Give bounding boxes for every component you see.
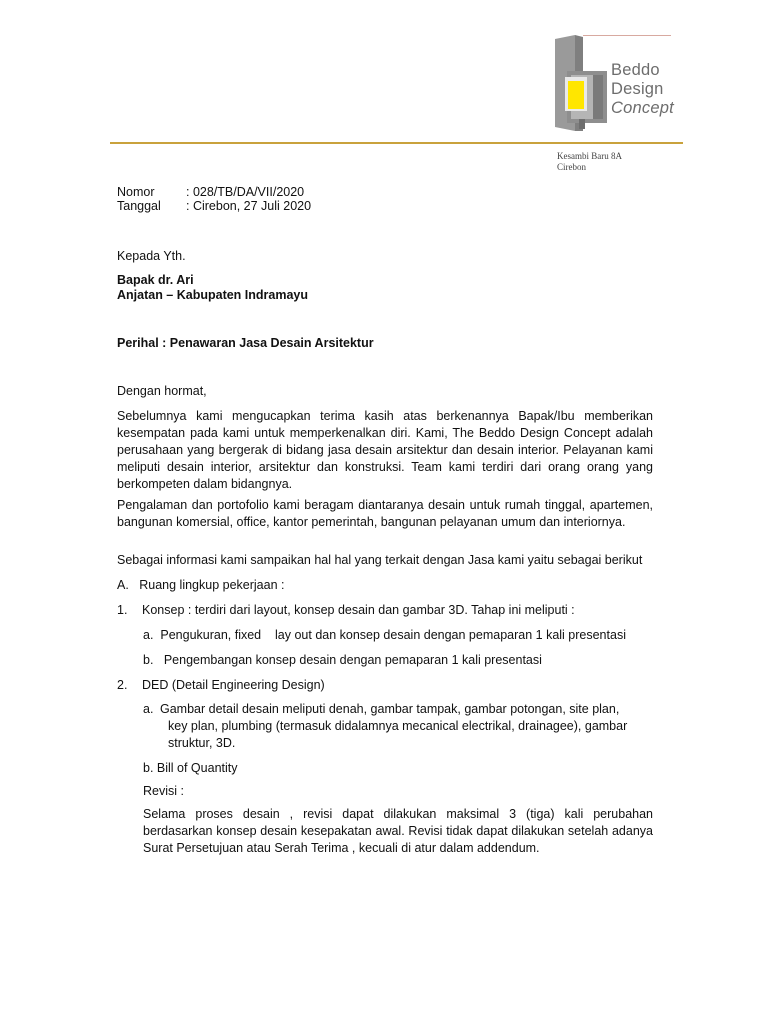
list-item-2 [117, 677, 325, 694]
letter-date-row [117, 198, 311, 215]
list-item-1-text: Konsep : terdiri dari layout, konsep desain dan gambar 3D. Tahap ini meliputi : [142, 603, 575, 617]
list-item-1b: b. Pengembangan konsep desain dengan pemaparan 1 kali presentasi [143, 653, 542, 667]
list-item-2b: b. Bill of Quantity [143, 761, 238, 775]
list-item-1a: a. Pengukuran, fixed lay out dan konsep desain dengan pemaparan 1 kali presentasi [143, 628, 626, 642]
logo-word-1: Beddo [611, 61, 660, 79]
subject-line: Perihal : Penawaran Jasa Desain Arsitektur [117, 336, 374, 350]
list-item-2a-line-1 [143, 701, 663, 718]
kepada-yth: Kepada Yth. [117, 249, 186, 263]
list-item-1 [117, 602, 575, 619]
paragraph-experience: Pengalaman dan portofolio kami beragam diantaranya desain untuk rumah tinggal, apartemen, bangunan komersial, office, kantor pemerintah, bangunan pelayanan umum dan interiornya. [117, 498, 653, 529]
list-item-2a [143, 701, 663, 752]
logo-word-3: Concept [611, 99, 674, 117]
logo-word-2: Design [611, 80, 664, 98]
list-item-2a-line-3: struktur, 3D. [168, 736, 236, 750]
address-line-2: Cirebon [557, 162, 586, 172]
list-item-2-text: DED (Detail Engineering Design) [142, 678, 325, 692]
address-line-1: Kesambi Baru 8A [557, 151, 622, 161]
company-logo [553, 33, 674, 133]
revisi-paragraph: Selama proses desain , revisi dapat dilakukan maksimal 3 (tiga) kali perubahan berdasarkan konsep desain kesepakatan awal. Revisi tidak dapat dilakukan setelah adanya Surat Persetujuan atau Serah Terima , kecuali di atur dalam addendum. [143, 807, 653, 855]
recipient-address: Anjatan – Kabupaten Indramayu [117, 288, 309, 302]
recipient-name: Bapak dr. Ari [117, 273, 194, 287]
building-logo-icon [553, 33, 613, 133]
logo-top-line [583, 35, 671, 36]
list-item-2-number: 2. [117, 678, 128, 692]
list-item-2a-line-2: key plan, plumbing (termasuk didalamnya mecanical electrikal, drainagee), gambar [168, 719, 628, 733]
list-item-2a-prefix: a. [143, 702, 154, 716]
tanggal-value: : Cirebon, 27 Juli 2020 [186, 199, 312, 213]
revisi-label: Revisi : [143, 784, 184, 798]
paragraph-introduction: Sebelumnya kami mengucapkan terima kasih atas berkenannya Bapak/Ibu memberikan kesempatan pada kami untuk memperkenalkan diri. Kami, The Beddo Design Concept adalah perusahaan yang bergerak di bidang jasa desain arsitektur dan desain interior. Pelayanan kami meliputi desain interior, arsitektur dan konstruksi. Team kami terdiri dari orang orang yang berkompeten dalam bidangnya. [117, 409, 653, 491]
nomor-value: : 028/TB/DA/VII/2020 [186, 185, 305, 199]
greeting: Dengan hormat, [117, 384, 207, 398]
header-divider [110, 142, 683, 144]
section-a-heading: A. Ruang lingkup pekerjaan : [117, 578, 285, 592]
nomor-label: Nomor [117, 185, 155, 199]
logo-wordmark [611, 61, 674, 118]
company-address [557, 151, 622, 173]
tanggal-label: Tanggal [117, 199, 161, 213]
paragraph-info: Sebagai informasi kami sampaikan hal hal yang terkait dengan Jasa kami yaitu sebagai berikut [117, 553, 643, 567]
list-item-1-number: 1. [117, 603, 128, 617]
list-item-2a-line-1-text: Gambar detail desain meliputi denah, gambar tampak, gambar potongan, site plan, [160, 702, 620, 716]
